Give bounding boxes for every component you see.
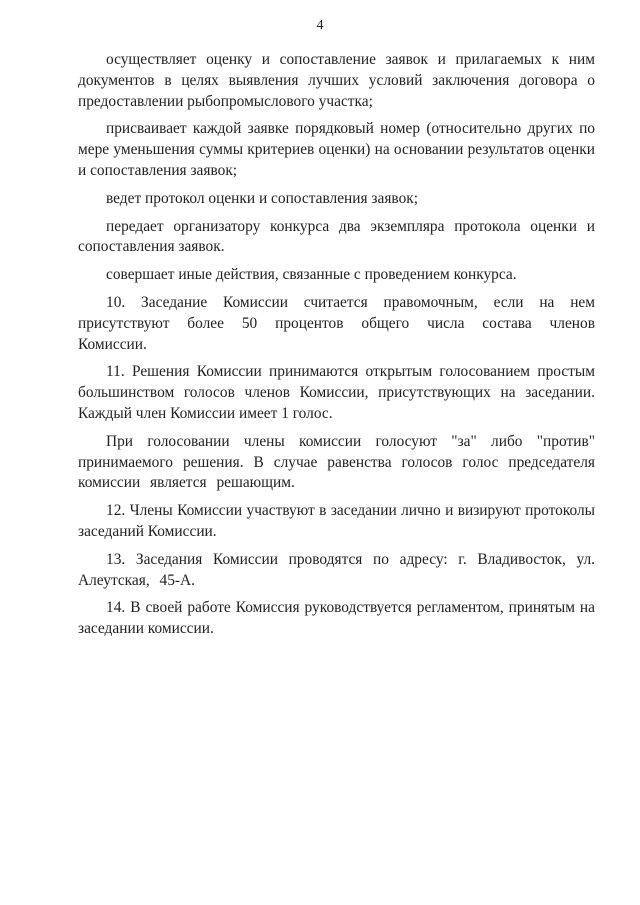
paragraph-keep-protocol: ведет протокол оценки и сопоставления заявок; <box>106 189 419 207</box>
document-body <box>78 50 595 647</box>
paragraph-transfer-protocol: передает организатору конкурса два экземпляра протокола оценки и сопоставления заявок. <box>78 217 595 256</box>
page-number: 4 <box>316 18 324 33</box>
paragraph-item-13: 13. Заседания Комиссии проводятся по адресу: г. Владивосток, ул. Алеутская, 45-А. <box>78 550 595 589</box>
paragraph-evaluate-applications: осуществляет оценку и сопоставление заявок и прилагаемых к ним документов в целях выявления лучших условий заключения договора о предоставлении рыбопромыслового участка; <box>78 51 595 110</box>
paragraph-other-actions: совершает иные действия, связанные с проведением конкурса. <box>106 266 517 284</box>
paragraph-voting: При голосовании члены комиссии голосуют "за" либо "против" принимаемого решения. В случае равенства голосов голос председателя комиссии является решающим. <box>78 432 595 492</box>
paragraph-item-14: 14. В своей работе Комиссия руководствуется регламентом, принятым на заседании комиссии. <box>78 599 595 638</box>
paragraph-item-10: 10. Заседание Комиссии считается правомочным, если на нем присутствуют более 50 процентов общего числа состава членов Комиссии. <box>78 293 595 353</box>
paragraph-assign-number: присваивает каждой заявке порядковый номер (относительно других по мере уменьшения суммы критериев оценки) на основании результатов оценки и сопоставления заявок; <box>78 120 595 179</box>
paragraph-item-12: 12. Члены Комиссии участвуют в заседании лично и визируют протоколы заседаний Комиссии. <box>78 502 595 540</box>
paragraph-item-11: 11. Решения Комиссии принимаются открытым голосованием простым большинством голосов членов Комиссии, присутствующих на заседании. Каждый член Комиссии имеет 1 голос. <box>78 363 595 422</box>
